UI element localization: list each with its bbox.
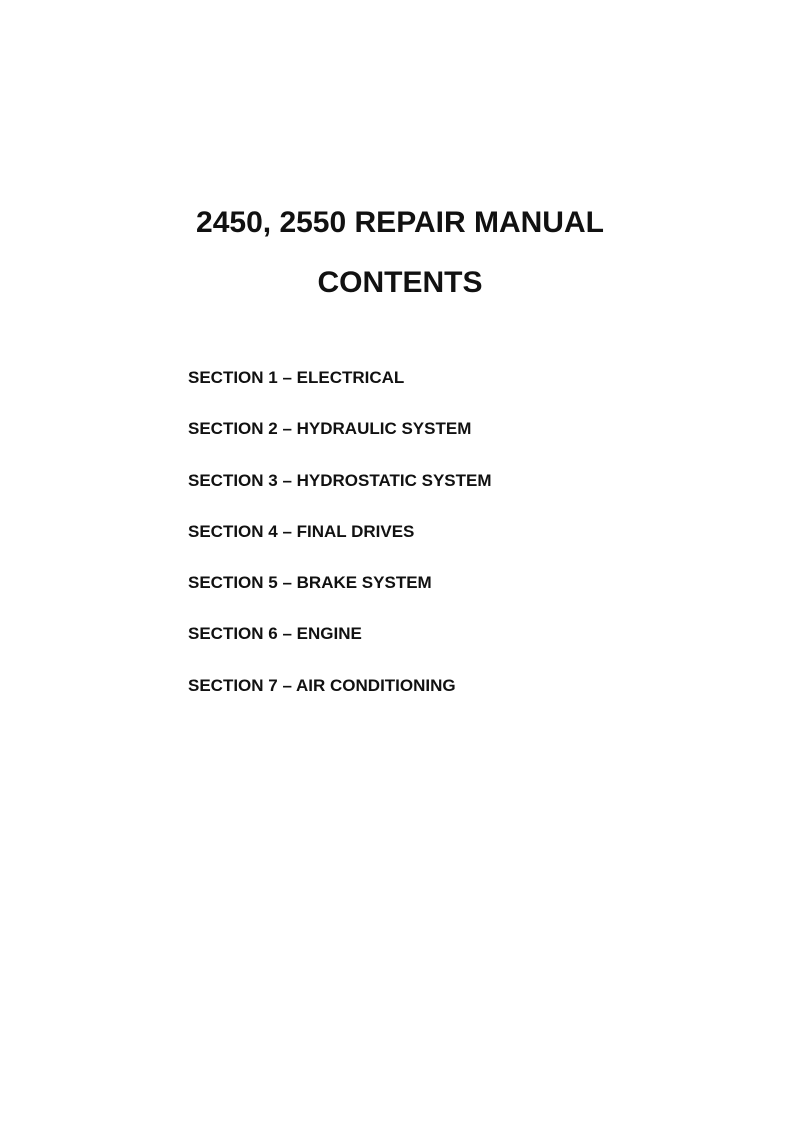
section-item-hydrostatic-system: SECTION 3 – HYDROSTATIC SYSTEM: [188, 470, 492, 490]
contents-heading: CONTENTS: [317, 266, 483, 299]
manual-title: 2450, 2550 REPAIR MANUAL: [196, 206, 604, 239]
section-item-hydraulic-system: SECTION 2 – HYDRAULIC SYSTEM: [188, 419, 472, 439]
section-item-engine: SECTION 6 – ENGINE: [188, 624, 362, 644]
section-list: [188, 367, 492, 726]
section-item-air-conditioning: SECTION 7 – AIR CONDITIONING: [188, 675, 456, 695]
section-item-final-drives: SECTION 4 – FINAL DRIVES: [188, 521, 415, 541]
section-item-brake-system: SECTION 5 – BRAKE SYSTEM: [188, 573, 432, 593]
section-item-electrical: SECTION 1 – ELECTRICAL: [188, 368, 405, 387]
